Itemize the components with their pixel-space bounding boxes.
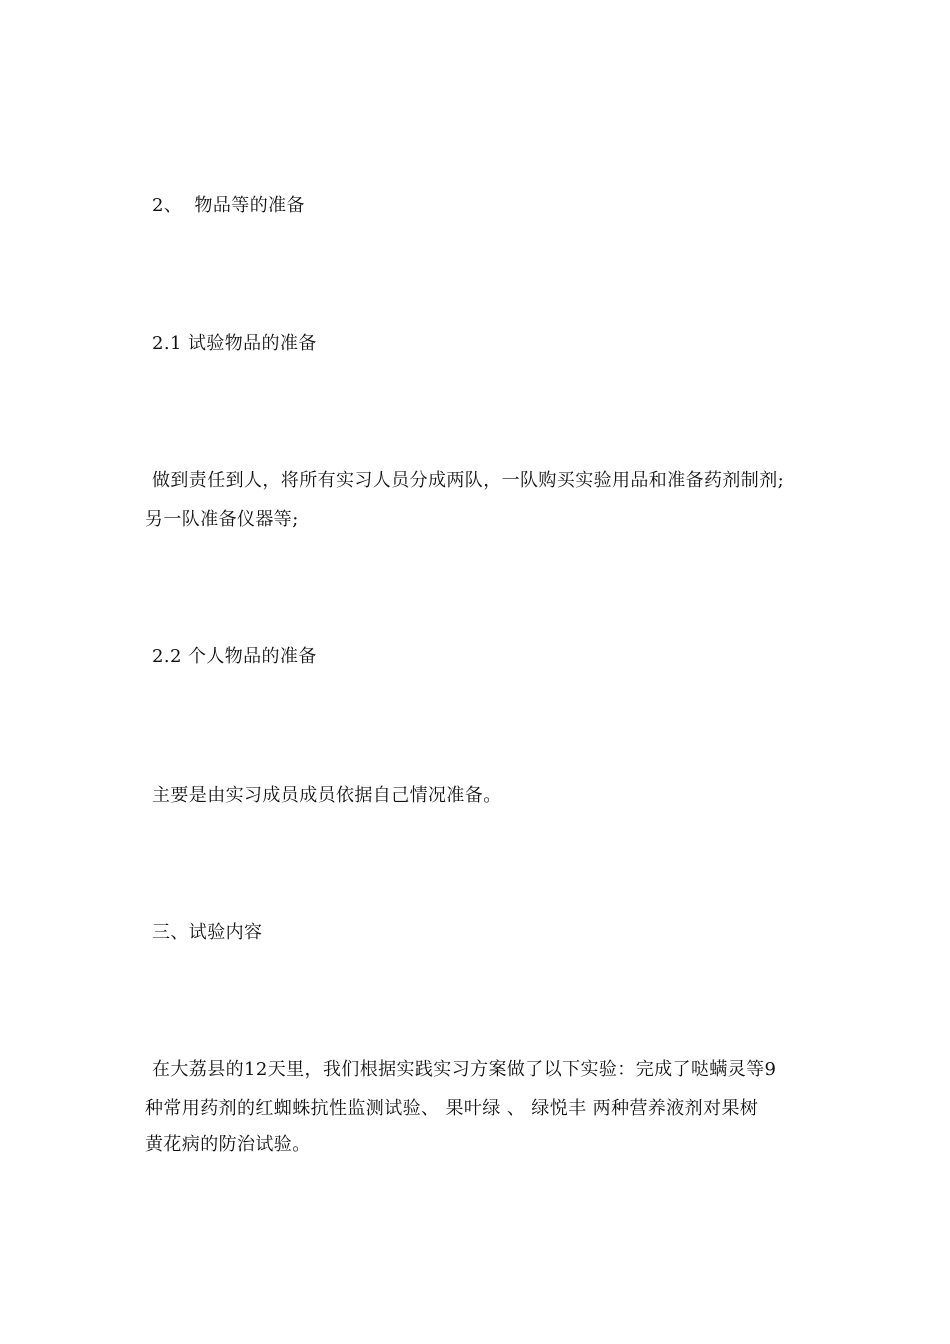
section-2-1-paragraph-line-2: 另一队准备仪器等; — [145, 509, 299, 530]
section-2-heading: 2、 物品等的准备 — [152, 195, 305, 216]
section-2-1-paragraph-line-1: 做到责任到人，将所有实习人员分成两队，一队购买实验用品和准备药剂制剂; — [152, 470, 785, 491]
section-3-heading: 三、试验内容 — [152, 922, 263, 943]
section-3-paragraph-line-1: 在大荔县的12天里，我们根据实践实习方案做了以下实验：完成了哒螨灵等9 — [152, 1059, 777, 1080]
section-2-1-heading: 2.1 试验物品的准备 — [152, 333, 317, 354]
section-3-paragraph-line-3: 黄花病的防治试验。 — [145, 1134, 311, 1155]
section-2-2-paragraph: 主要是由实习成员成员依据自己情况准备。 — [152, 785, 502, 806]
section-3-paragraph-line-2: 种常用药剂的红蜘蛛抗性监测试验、 果叶绿 、 绿悦丰 两种营养液剂对果树 — [145, 1098, 759, 1119]
section-2-2-heading: 2.2 个人物品的准备 — [152, 646, 317, 667]
